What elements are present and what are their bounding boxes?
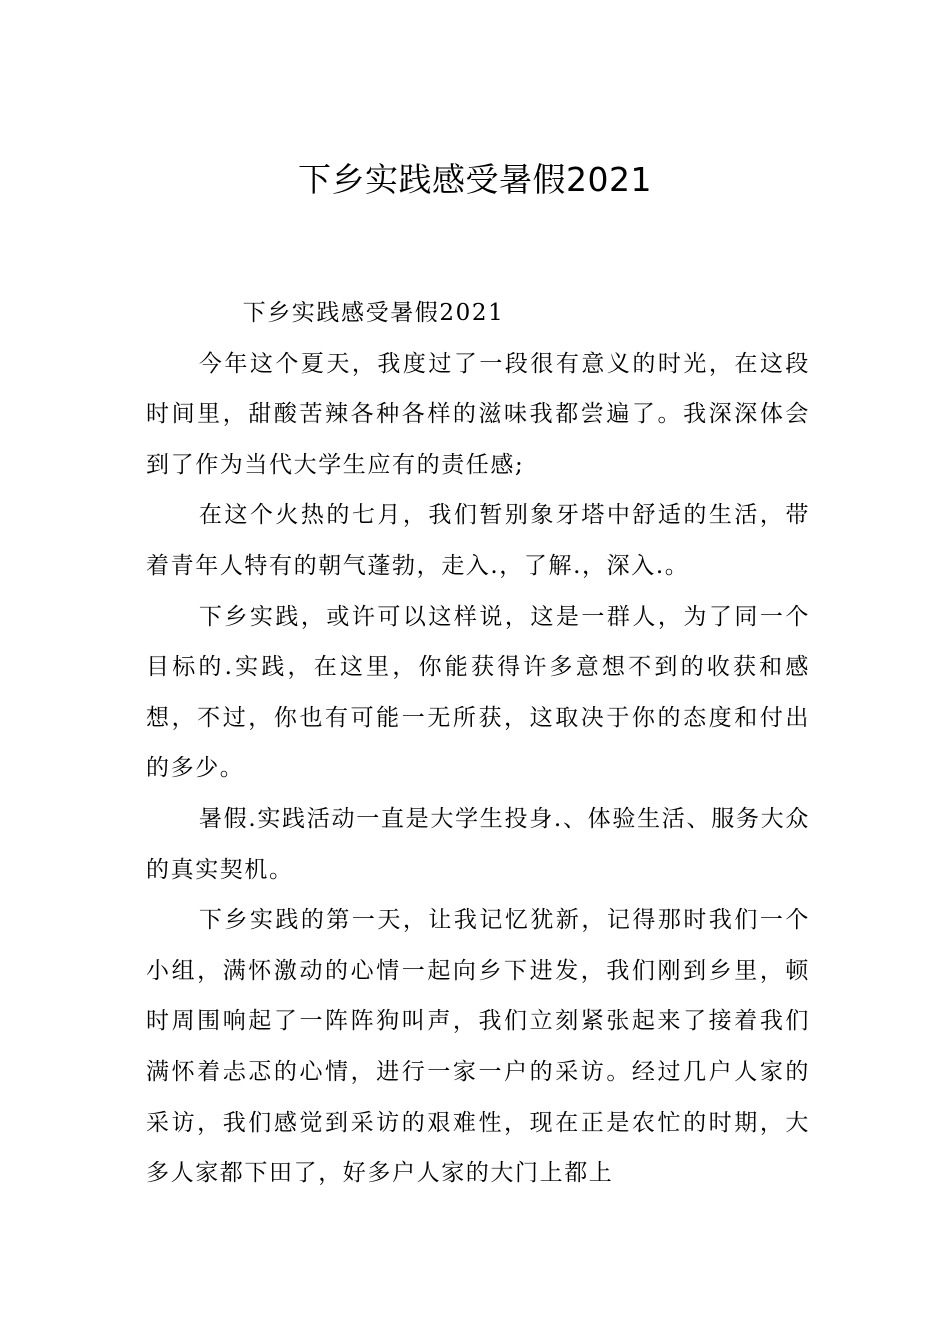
paragraph-5: 下乡实践的第一天，让我记忆犹新，记得那时我们一个小组，满怀激动的心情一起向乡下进发，我们刚到乡里，顿时周围响起了一阵阵狗叫声，我们立刻紧张起来了接着我们满怀着忐忑的心情，进行一家一户的采访。经过几户人家的采访，我们感觉到采访的艰难性，现在正是农忙的时期，大多人家都下田了，好多户人家的大门上都上 xyxy=(146,907,810,1187)
paragraph-3: 下乡实践，或许可以这样说，这是一群人，为了同一个目标的.实践，在这里，你能获得许多意想不到的收获和感想，不过，你也有可能一无所获，这取决于你的态度和付出的多少。 xyxy=(146,603,810,782)
document-title: 下乡实践感受暑假2021 xyxy=(298,160,652,199)
body-subtitle: 下乡实践感受暑假2021 xyxy=(242,300,505,326)
document-body xyxy=(146,288,810,1199)
paragraph-4: 暑假.实践活动一直是大学生投身.、体验生活、服务大众的真实契机。 xyxy=(146,805,810,883)
paragraph-2: 在这个火热的七月，我们暂别象牙塔中舒适的生活，带着青年人特有的朝气蓬勃，走入.，了解.，深入.。 xyxy=(146,502,810,579)
paragraph-1: 今年这个夏天，我度过了一段很有意义的时光，在这段时间里，甜酸苦辣各种各样的滋味我都尝遍了。我深深体会到了作为当代大学生应有的责任感; xyxy=(146,350,810,478)
